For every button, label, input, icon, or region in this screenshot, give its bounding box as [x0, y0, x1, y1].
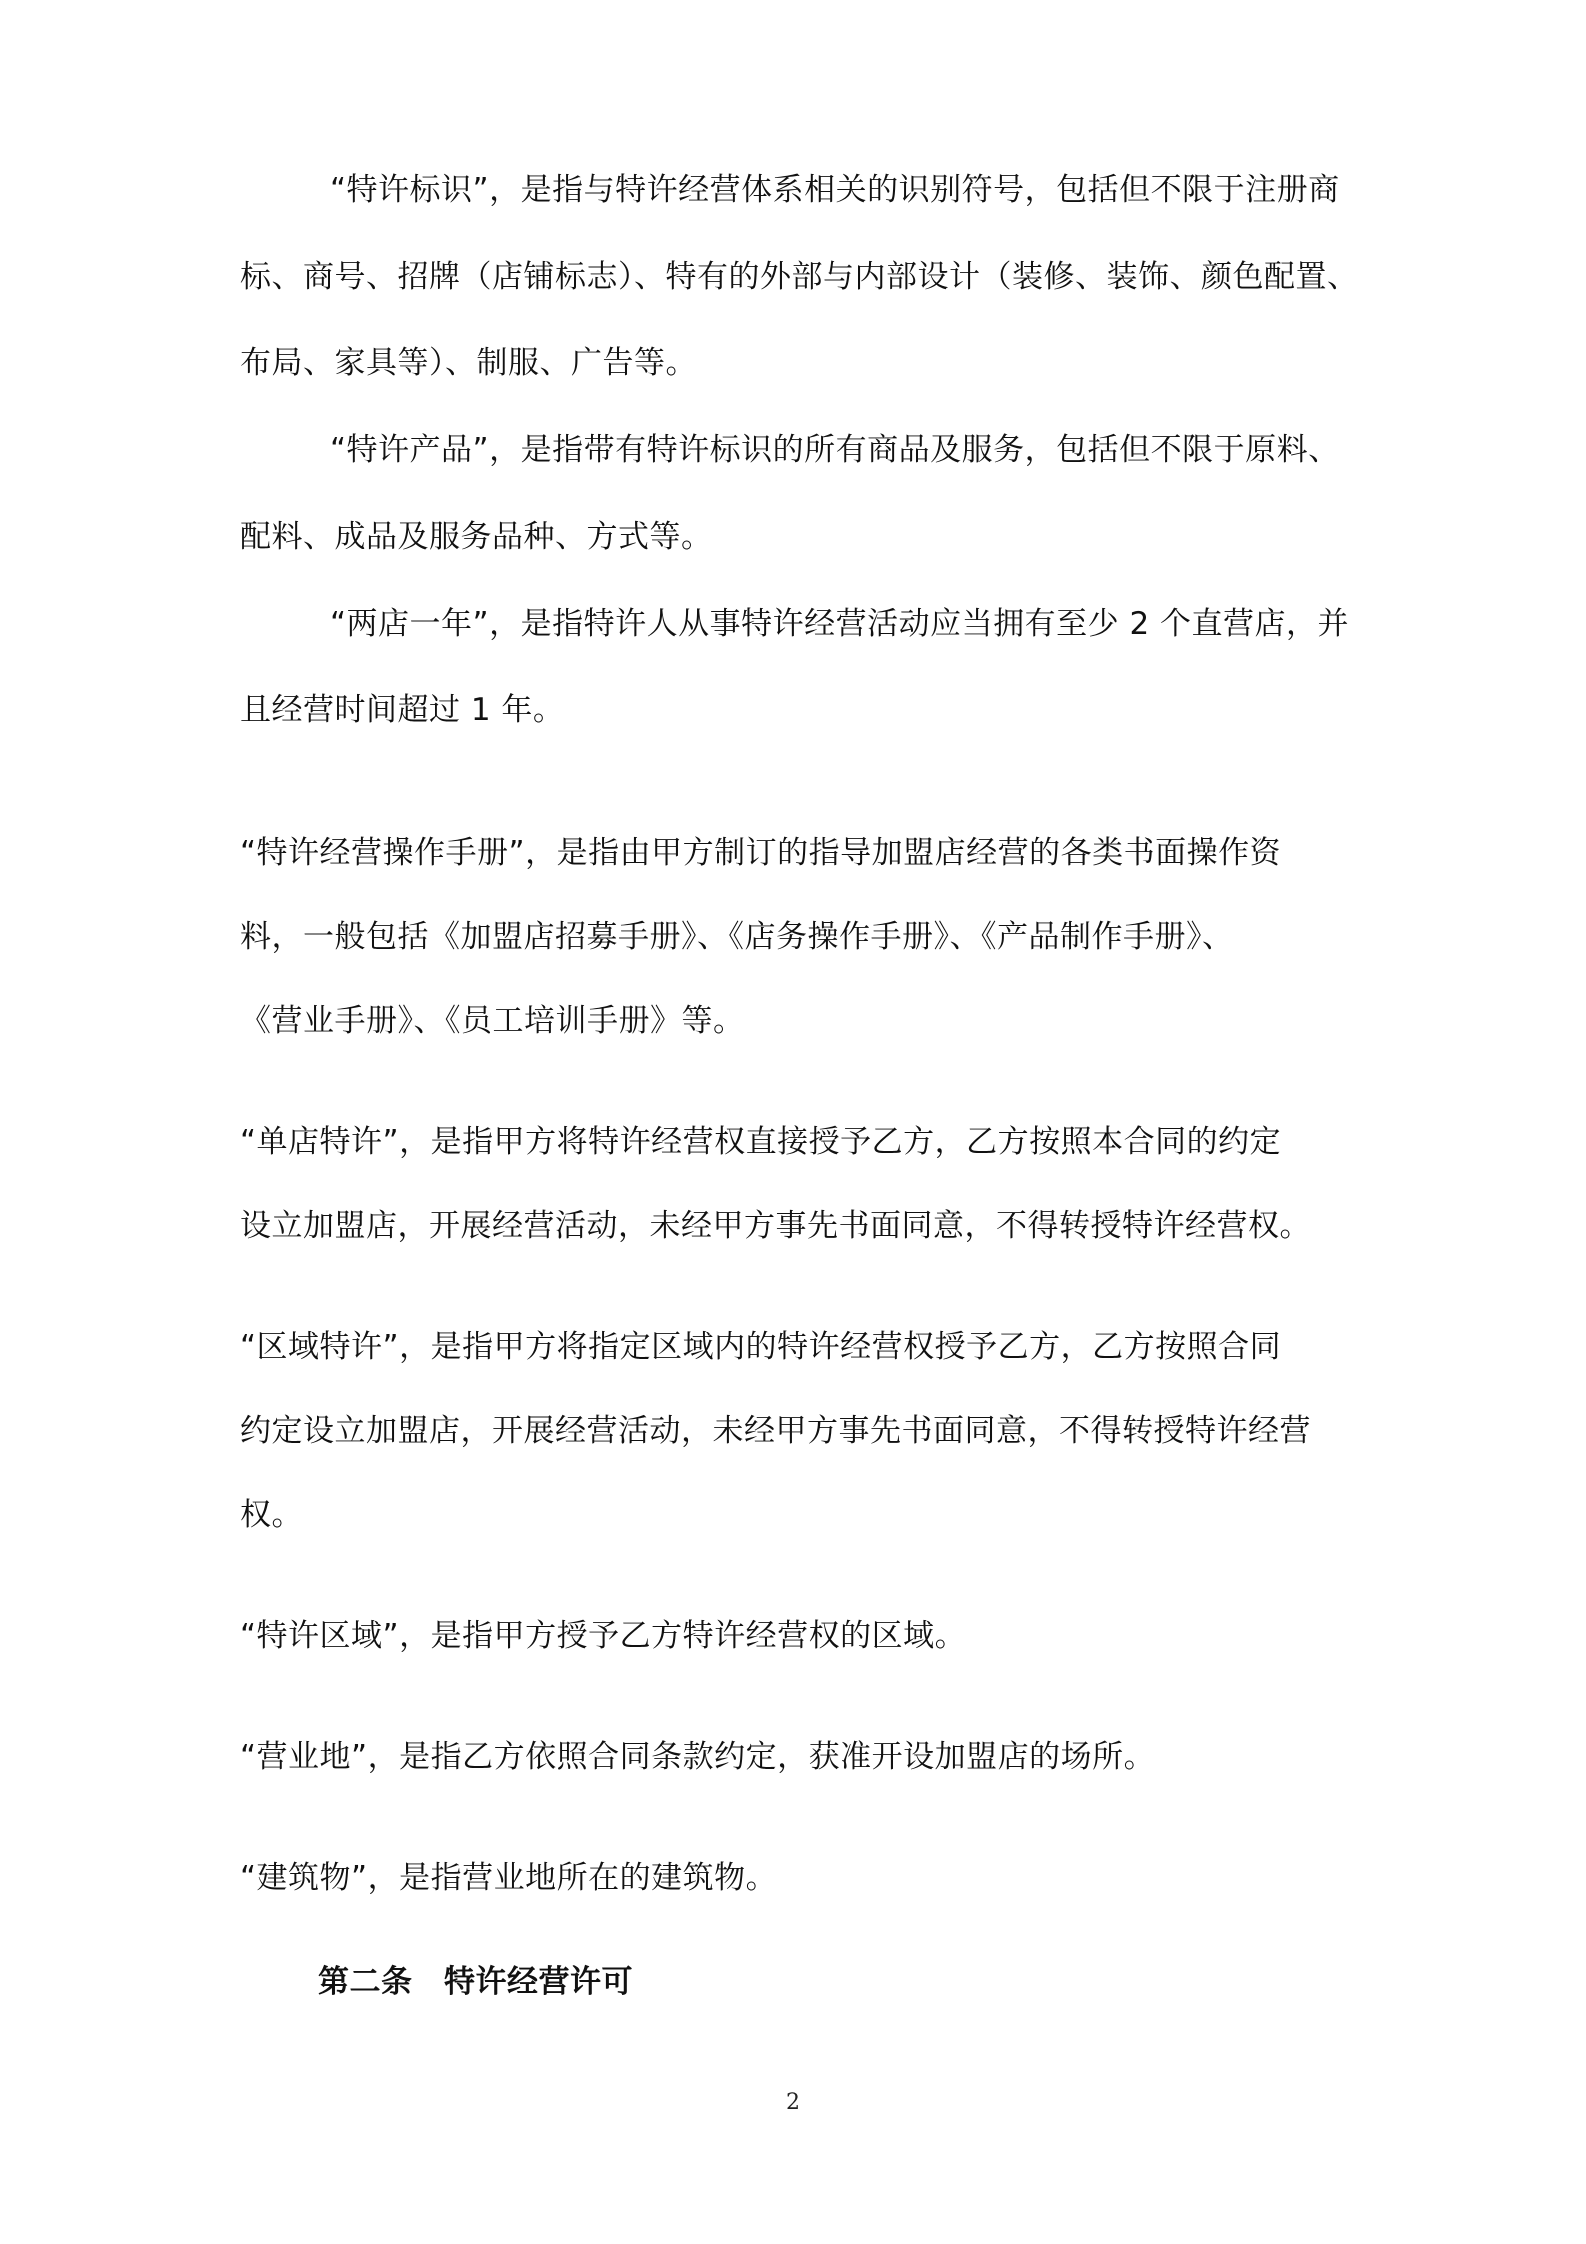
paragraph-line: “特许标识”，是指与特许经营体系相关的识别符号，包括但不限于注册商: [330, 172, 1340, 208]
paragraph-line: 约定设立加盟店，开展经营活动，未经甲方事先书面同意，不得转授特许经营: [240, 1413, 1311, 1449]
paragraph-line: 《营业手册》、《员工培训手册》等。: [240, 1003, 745, 1039]
paragraph-line: 标、商号、招牌（店铺标志）、特有的外部与内部设计（装修、装饰、颜色配置、: [240, 259, 1359, 295]
paragraph-line: “特许产品”，是指带有特许标识的所有商品及服务，包括但不限于原料、: [330, 432, 1340, 468]
paragraph-line: “单店特许”，是指甲方将特许经营权直接授予乙方，乙方按照本合同的约定: [240, 1124, 1282, 1160]
paragraph-line: 且经营时间超过 1 年。: [240, 692, 565, 728]
paragraph-line: 布局、家具等）、制服、广告等。: [240, 345, 697, 381]
paragraph-line: 权。: [240, 1497, 303, 1533]
paragraph-line: 料，一般包括《加盟店招募手册》、《店务操作手册》、《产品制作手册》、: [240, 919, 1234, 955]
section-heading: 第二条 特许经营许可: [318, 1964, 633, 2000]
paragraph-line: 设立加盟店，开展经营活动，未经甲方事先书面同意，不得转授特许经营权。: [240, 1208, 1311, 1244]
paragraph-line: “特许区域”，是指甲方授予乙方特许经营权的区域。: [240, 1618, 967, 1654]
paragraph-line: 配料、成品及服务品种、方式等。: [240, 519, 713, 555]
paragraph-line: “区域特许”，是指甲方将指定区域内的特许经营权授予乙方，乙方按照合同: [240, 1329, 1282, 1365]
paragraph-line: “建筑物”，是指营业地所在的建筑物。: [240, 1860, 778, 1896]
paragraph-line: “两店一年”，是指特许人从事特许经营活动应当拥有至少 2 个直营店，并: [330, 606, 1350, 642]
page-number: 2: [786, 2090, 800, 2115]
paragraph-line: “营业地”，是指乙方依照合同条款约定，获准开设加盟店的场所。: [240, 1739, 1156, 1775]
paragraph-line: “特许经营操作手册”，是指由甲方制订的指导加盟店经营的各类书面操作资: [240, 835, 1282, 871]
